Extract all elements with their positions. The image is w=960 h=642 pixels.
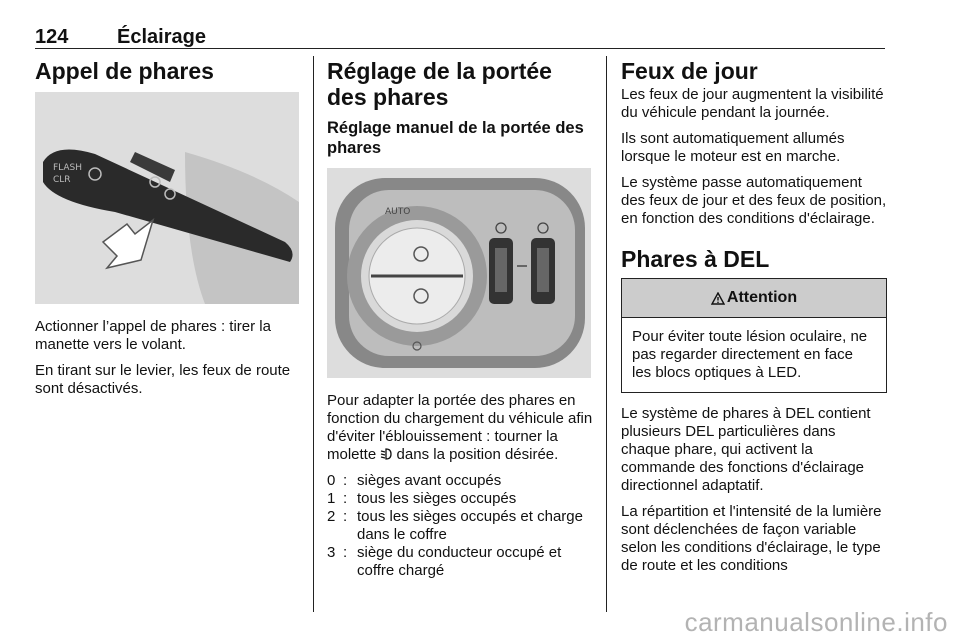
figure-light-switch [327,168,591,378]
column-headlight-flash [35,58,299,406]
column-divider [606,56,607,612]
attention-label: Attention [726,289,798,306]
attention-header [622,279,886,318]
subheading-manual-range: Réglage manuel de la portée des phares [327,119,584,157]
headlight-range-icon [380,447,392,461]
paragraph: Le système de phares à DEL contient plusieurs DEL particulières dans chaque phare, qui activent la commande des fonctions d'éclairage directionnel adaptatif. [621,405,871,494]
list-item: 2 : tous les sièges occupés et charge dans le coffre [327,508,583,543]
column-divider [313,56,314,612]
heading-headlight-flash: Appel de phares [35,58,214,84]
heading-daytime-lights: Feux de jour [621,58,758,84]
column-headlight-range [327,58,593,588]
paragraph: Les feux de jour augmentent la visibilité du véhicule pendant la journée. [621,86,884,121]
figure-stalk-lever [35,92,299,304]
light-switch-illustration [327,168,591,378]
attention-box [621,278,887,393]
paragraph: La répartition et l'intensité de la lumière sont déclenchées de façon variable selon les conditions d'éclairage, le type de route et les conditions [621,503,882,574]
paragraph [327,392,593,464]
list-item: 0 : sièges avant occupés [327,472,502,489]
attention-text: Pour éviter toute lésion oculaire, ne pas regarder directement en face les blocs optiques à LED. [632,328,868,381]
page-header [35,24,885,49]
paragraph: Ils sont automatiquement allumés lorsque le moteur est en marche. [621,130,845,165]
heading-led-headlights: Phares à DEL [621,246,770,272]
column-daytime-lights [621,58,887,583]
knob-label: AUTO [385,207,411,217]
warning-triangle-icon [711,292,725,305]
lever-label: FLASH [53,163,83,173]
load-positions-list [327,472,593,580]
attention-body [622,318,886,392]
paragraph-text: Pour adapter la portée des phares en fonction du chargement du véhicule afin d'éviter l'éblouissement : tourner la molette [327,392,593,463]
paragraph: Le système passe automatiquement des feux de jour et des feux de position, en fonction des conditions d'éclairage. [621,174,887,227]
paragraph: Actionner l’appel de phares : tirer la manette vers le volant. [35,318,271,353]
paragraph: En tirant sur le levier, les feux de route sont désactivés. [35,362,291,397]
stalk-lever-illustration [35,92,299,304]
section-title: Éclairage [117,26,206,48]
watermark: carmanualsonline.info [684,607,948,637]
paragraph-text: dans la position désirée. [396,446,559,463]
list-item: 1 : tous les sièges occupés [327,490,517,507]
heading-headlight-range: Réglage de la portée des phares [327,58,552,110]
list-item: 3 : siège du conducteur occupé et coffre chargé [327,544,562,579]
page-number: 124 [35,26,69,48]
lever-label: CLR [53,175,71,185]
